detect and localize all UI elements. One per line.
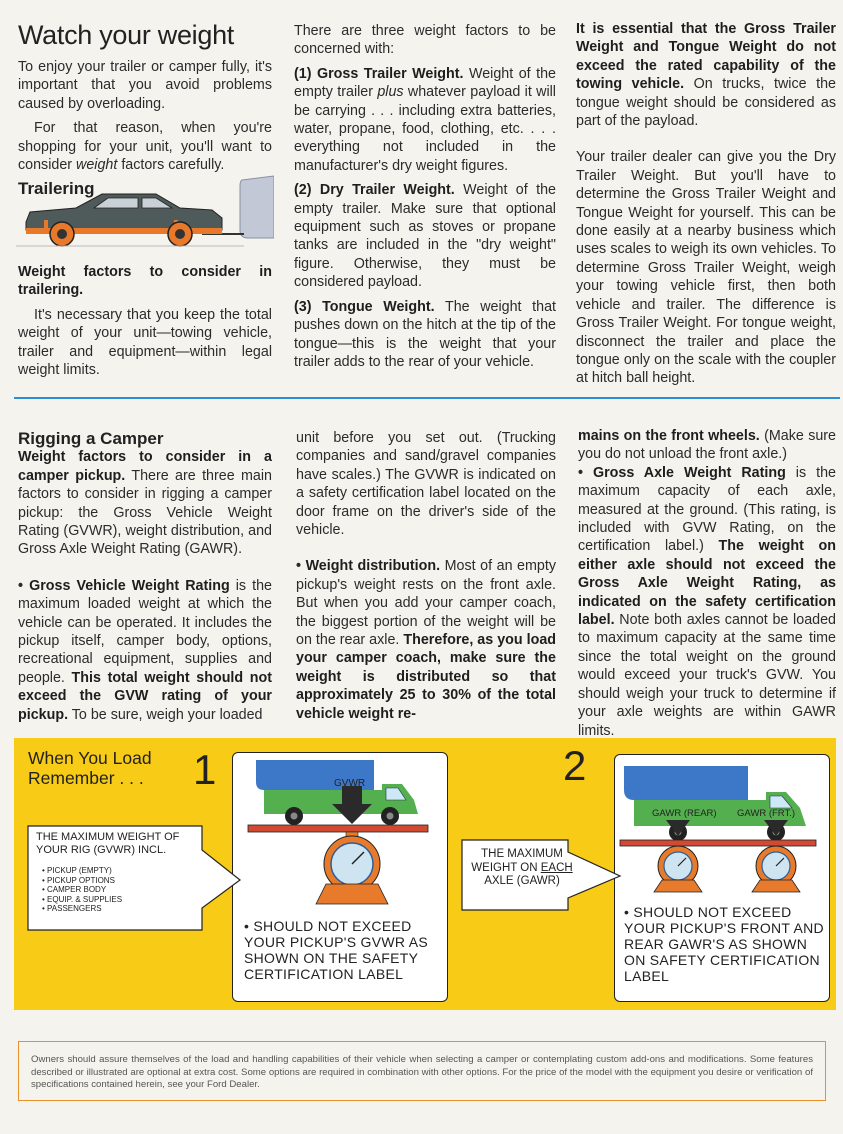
camper-shape bbox=[624, 766, 748, 800]
rigging-intro: Weight factors to consider in a camper pickup. There are three main factors to consider in rigging a camper pickup: the Gross Vehicle Weight Rating (GVWR), weight distribution, and Gross Axle Weight Rating (GAWR). bbox=[18, 449, 272, 558]
box1-caption: • SHOULD NOT EXCEED YOUR PICKUP'S GVWR AS SHOWN ON THE SAFETY CERTIFICATION LABEL bbox=[244, 918, 429, 982]
box1-item: • EQUIP. & SUPPLIES bbox=[42, 894, 123, 904]
scale-platform bbox=[248, 825, 428, 832]
rigging-heading: Rigging a Camper bbox=[18, 429, 164, 448]
top-column-3 bbox=[576, 20, 836, 388]
intro-paragraph-2: For that reason, when you're shopping for your unit, you'll want to consider weight factors carefully. bbox=[18, 120, 272, 174]
trailering-text bbox=[18, 263, 272, 379]
weight-distribution-paragraph: • Weight distribution. Most of an empty pickup's weight rests on the front axle. But when you add your camper coach, the biggest portion of the weight will be on the rear axle. Therefore, as you load your camper coach, make sure the weight is distributed so that approximately 25 to 30% of the total vehicle weight re- bbox=[296, 558, 556, 722]
page-title: Watch your weight bbox=[18, 20, 234, 50]
weight-factors-heading: Weight factors to consider in trailering. bbox=[18, 264, 272, 299]
box1-item: • PICKUP (EMPTY) bbox=[42, 866, 112, 875]
factors-intro: There are three weight factors to be concerned with: bbox=[294, 23, 556, 58]
essential-paragraph: It is essential that the Gross Trailer Weight and Tongue Weight do not exceed the rated capability of the towing vehicle. On trucks, twice the tongue weight should be considered as part of the payload. bbox=[576, 21, 837, 130]
factor-3: (3) Tongue Weight. The weight that pushes down on the hitch at the tip of the tongue—this is the weight that your trailer adds to the rear of your vehicle. bbox=[294, 298, 556, 370]
front-wheels-paragraph: mains on the front wheels. (Make sure you do not unload the front axle.) bbox=[578, 428, 837, 463]
remember-heading: When You Load Remember . . . bbox=[28, 748, 152, 788]
top-column-2 bbox=[294, 22, 556, 371]
box1-text bbox=[36, 831, 184, 914]
factor-1: (1) Gross Trailer Weight. Weight of the empty trailer plus whatever payload it will be carrying . . . including extra batteries, water, propane, food, clothing, etc. . . . everything not included in the manufacturer's dry weight figures. bbox=[294, 65, 556, 174]
box1-item: • PICKUP OPTIONS bbox=[42, 875, 115, 885]
box1-item: • CAMPER BODY bbox=[42, 885, 107, 894]
dealer-paragraph: Your trailer dealer can give you the Dry Trailer Weight. But you'll have to determine the Gross Trailer Weight and Tongue Weight for yourself. This can be done easily at a nearby business which uses scales to weigh its own vehicles. To determine Gross Trailer Weight, weigh your towing vehicle first, then both vehicle and trailer. The difference is Gross Trailer Weight. For tongue weight, disconnect the trailer and place the tongue only on the scale with the coupler at hitch ball height. bbox=[576, 149, 836, 387]
trailering-body: It's necessary that you keep the total weight of your unit—towing vehicle, trailer and equipment—within legal weight limits. bbox=[18, 306, 272, 379]
box2-caption: • SHOULD NOT EXCEED YOUR PICKUP'S FRONT AND REAR GAWR'S AS SHOWN ON SAFETY CERTIFICATION LABEL bbox=[624, 904, 824, 984]
step-number-2: 2 bbox=[563, 742, 587, 789]
gawr-scale-illustration bbox=[616, 756, 826, 896]
gawr-paragraph: • Gross Axle Weight Rating is the maximum capacity of each axle, measured at the ground. (This rating, is included with GVW Rating, on the certification label.) The weight on either axle should not exceed the Gross Axle Weight Rating, as indicated on the safety certification label. Note both axles cannot be loaded to maximum capacity at the same time since the total weight on the ground would exceed your truck's GVW. You should weigh your truck to determine if your axle weights are within GAWR limits. bbox=[578, 464, 836, 739]
gvwr-paragraph: • Gross Vehicle Weight Rating is the maximum loaded weight at which the vehicle can be operated. It includes the pickup itself, camper body, options, recreational equipment, supplies and people. This total weight should not exceed the GVW rating of your pickup. To be sure, weigh your loaded bbox=[18, 577, 272, 723]
box1-title: THE MAXIMUM WEIGHT OF YOUR RIG (GVWR) INCL. bbox=[36, 831, 180, 856]
rigging-column-2 bbox=[296, 429, 556, 723]
trailering-heading: Trailering bbox=[18, 179, 95, 199]
disclaimer: Owners should assure themselves of the load and handling capabilities of their vehicle when selecting a camper or contemplating custom add-ons and modifications. Some features described or illustrated are optional at extra cost. Some options are required in combination with other options. For the price of the model with the equipment you desire or verification of specifications contained herein, see your Ford Dealer. bbox=[18, 1041, 826, 1101]
box2-title: THE MAXIMUM WEIGHT ON EACH AXLE (GAWR) bbox=[471, 848, 573, 887]
section-divider bbox=[14, 397, 840, 399]
gvwr-arrow-label: GVWR bbox=[334, 778, 366, 789]
gawr-front-label: GAWR (FRT.) bbox=[737, 808, 796, 819]
gvwr-continued: unit before you set out. (Trucking companies and sand/gravel companies have scales.) The GVWR is indicated on a safety certification label located on the door frame on the driver's side of the vehicle. bbox=[296, 430, 556, 539]
box1-list bbox=[42, 866, 184, 914]
intro-paragraph: To enjoy your trailer or camper fully, it's important that you avoid problems caused by overloading. bbox=[18, 59, 272, 112]
rigging-column-3 bbox=[578, 427, 836, 740]
trailer-shape bbox=[240, 176, 274, 238]
gawr-rear-label: GAWR (REAR) bbox=[652, 808, 717, 819]
car-trailer-illustration bbox=[16, 172, 274, 260]
rigging-column-1 bbox=[18, 430, 272, 724]
step-number-1: 1 bbox=[193, 746, 217, 793]
factor-2: (2) Dry Trailer Weight. Weight of the empty trailer. Make sure that optional equipment such as stoves or propane tanks are included in the "dry weight" figure. Otherwise, they must be considered payload. bbox=[294, 182, 556, 291]
box1-item: • PASSENGERS bbox=[42, 904, 102, 913]
